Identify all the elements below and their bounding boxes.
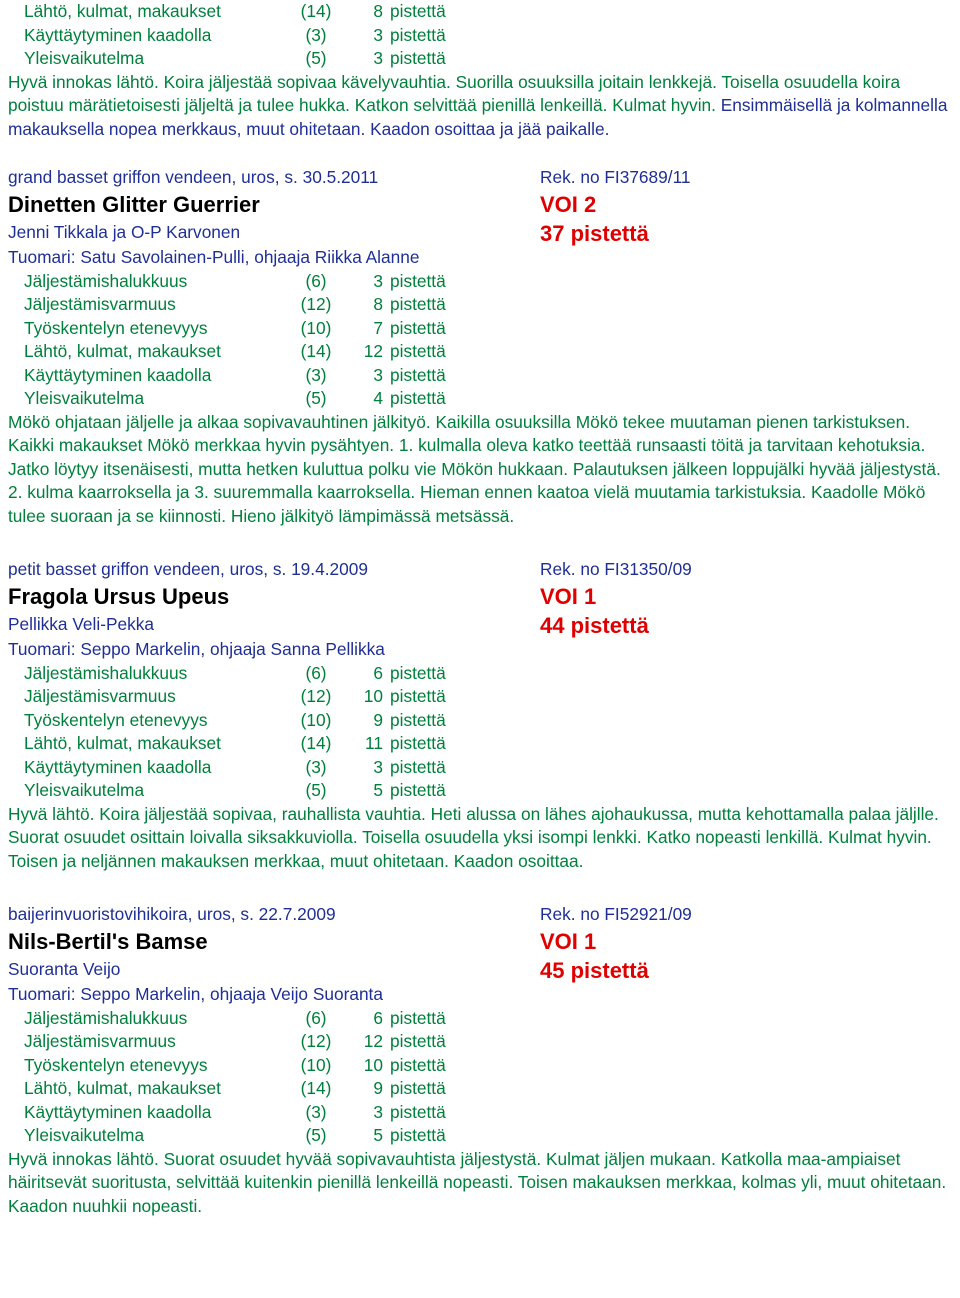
breed-line: petit basset griffon vendeen, uros, s. 19.4.2009 bbox=[8, 559, 368, 579]
score-max: (6) bbox=[305, 662, 327, 683]
score-unit: pistettä bbox=[390, 317, 446, 338]
award: VOI 1 bbox=[540, 929, 597, 954]
score-max: (6) bbox=[305, 270, 327, 291]
score-points: 10 bbox=[363, 686, 383, 706]
score-row bbox=[8, 364, 948, 388]
score-row bbox=[8, 1101, 948, 1125]
score-row bbox=[8, 1077, 948, 1101]
score-row bbox=[8, 1054, 948, 1078]
owner: Pellikka Veli-Pekka bbox=[8, 614, 154, 634]
score-row bbox=[8, 387, 948, 411]
score-row bbox=[8, 24, 948, 48]
breed-line: baijerinvuoristovihikoira, uros, s. 22.7.2009 bbox=[8, 904, 336, 924]
dog-name: Dinetten Glitter Guerrier bbox=[8, 192, 260, 217]
score-unit: pistettä bbox=[390, 1031, 446, 1051]
document-page bbox=[8, 0, 948, 1218]
score-max: (5) bbox=[305, 1125, 327, 1145]
score-max: (5) bbox=[305, 388, 327, 408]
score-criterion: Yleisvaikutelma bbox=[24, 1125, 145, 1145]
entry-name-row bbox=[8, 191, 948, 219]
score-row bbox=[8, 756, 948, 780]
score-max: (14) bbox=[300, 733, 332, 753]
score-unit: pistettä bbox=[390, 709, 446, 730]
judge-comment: Mökö ohjataan jäljelle ja alkaa sopivavauhtinen jälkityö. Kaikilla osuuksilla Mökö tekee muutaman pienen tarkistuksen. Kaikki makaukset Mökö merkkaa hyvin pysähtyen. 1. kulmalla oleva katko teettää runsaasti töitä ja tarvitaan kehotuksia. Jatko löytyy itsenäisesti, mutta hetken kuluttua polku vie Mökön hukkaan. Palautuksen jälkeen loppujälki hyvää jäljestystä. 2. kulma kaarroksella ja 3. suuremmalla kaarroksella. Hieman ennen kaatoa vielä muutamia tarkistuksia. Kaadolle Mökö tulee suoraan ja se kiinnosti. Hieno jälkityö lämpimässä metsässä. bbox=[8, 411, 941, 526]
score-points: 12 bbox=[363, 341, 383, 361]
score-row bbox=[8, 317, 948, 341]
score-row bbox=[8, 662, 948, 686]
score-points: 9 bbox=[373, 1078, 383, 1098]
score-max: (12) bbox=[300, 686, 332, 706]
previous-entry-comment bbox=[8, 71, 948, 142]
score-criterion: Jäljestämishalukkuus bbox=[24, 1007, 188, 1028]
score-criterion: Jäljestämisvarmuus bbox=[24, 294, 176, 314]
judge-line: Tuomari: Satu Savolainen-Pulli, ohjaaja Riikka Alanne bbox=[8, 247, 420, 267]
score-max: (14) bbox=[300, 341, 332, 361]
breed-line: grand basset griffon vendeen, uros, s. 30.5.2011 bbox=[8, 167, 379, 187]
score-row bbox=[8, 293, 948, 317]
total-score: 37 pistettä bbox=[540, 221, 649, 246]
score-criterion: Käyttäytyminen kaadolla bbox=[24, 756, 212, 777]
score-points: 3 bbox=[373, 756, 383, 777]
registration-number: Rek. no FI52921/09 bbox=[540, 904, 692, 924]
entry-header bbox=[8, 901, 948, 928]
entry-owner-row bbox=[8, 219, 948, 246]
score-max: (5) bbox=[305, 780, 327, 800]
score-unit: pistettä bbox=[390, 686, 446, 706]
dog-name: Fragola Ursus Upeus bbox=[8, 584, 230, 609]
dog-name: Nils-Bertil's Bamse bbox=[8, 929, 208, 954]
score-row bbox=[8, 1030, 948, 1054]
score-max: (14) bbox=[300, 1, 332, 21]
score-unit: pistettä bbox=[390, 756, 446, 777]
score-points: 8 bbox=[373, 1, 383, 21]
score-criterion: Jäljestämisvarmuus bbox=[24, 1031, 176, 1051]
score-row bbox=[8, 270, 948, 294]
score-max: (10) bbox=[300, 709, 332, 730]
score-max: (3) bbox=[305, 364, 327, 385]
score-points: 10 bbox=[363, 1054, 383, 1075]
score-max: (10) bbox=[300, 317, 332, 338]
score-points: 5 bbox=[373, 1125, 383, 1145]
score-unit: pistettä bbox=[390, 780, 446, 800]
entry-header bbox=[8, 556, 948, 583]
score-points: 7 bbox=[373, 317, 383, 338]
score-criterion: Jäljestämisvarmuus bbox=[24, 686, 176, 706]
score-max: (3) bbox=[305, 756, 327, 777]
score-row bbox=[8, 685, 948, 709]
score-unit: pistettä bbox=[390, 270, 446, 291]
score-unit: pistettä bbox=[390, 1078, 446, 1098]
total-score: 44 pistettä bbox=[540, 613, 649, 638]
score-row bbox=[8, 709, 948, 733]
score-criterion: Lähtö, kulmat, makaukset bbox=[24, 1, 221, 21]
score-criterion: Työskentelyn etenevyys bbox=[24, 709, 208, 730]
score-unit: pistettä bbox=[390, 48, 446, 68]
score-row bbox=[8, 340, 948, 364]
score-criterion: Käyttäytyminen kaadolla bbox=[24, 364, 212, 385]
total-score: 45 pistettä bbox=[540, 958, 649, 983]
score-table bbox=[8, 662, 948, 803]
score-unit: pistettä bbox=[390, 662, 446, 683]
score-table bbox=[8, 1007, 948, 1148]
judge-comment: Hyvä lähtö. Koira jäljestää sopivaa, rauhallista vauhtia. Heti alussa on lähes ajohaukussa, mutta kehottamalla palaa jäljlle. Suorat osuudet osittain loivalla siksakkuviolla. Toisella osuudella yksi isompi lenkki. Katko nopeasti lenkillä. Kulmat hyvin. Toisen ja neljännen makauksen merkkaa, muut ohitetaan. Kaadon osoittaa. bbox=[8, 803, 939, 871]
score-row bbox=[8, 47, 948, 71]
score-max: (14) bbox=[300, 1078, 332, 1098]
comment-text: Hyvä innokas lähtö. Koira jäljestää sopivaa kävelyvauhtia. Suorilla osuuksilla joitain lenkkejä. Toisella osuudella koira poistuu märätietoisesti jäljeltä ja tulee hukka. Katkon selvittää pienillä lenkeillä. Kulmat hyvin. bbox=[8, 71, 901, 115]
score-points: 3 bbox=[373, 48, 383, 68]
score-max: (10) bbox=[300, 1054, 332, 1075]
score-unit: pistettä bbox=[390, 1101, 446, 1122]
score-points: 3 bbox=[373, 270, 383, 291]
score-points: 6 bbox=[373, 1007, 383, 1028]
award: VOI 2 bbox=[540, 192, 597, 217]
score-criterion: Käyttäytyminen kaadolla bbox=[24, 24, 212, 45]
score-max: (3) bbox=[305, 24, 327, 45]
score-max: (12) bbox=[300, 1031, 332, 1051]
score-criterion: Työskentelyn etenevyys bbox=[24, 1054, 208, 1075]
score-max: (3) bbox=[305, 1101, 327, 1122]
score-points: 9 bbox=[373, 709, 383, 730]
score-row bbox=[8, 779, 948, 803]
score-row bbox=[8, 1124, 948, 1148]
score-row bbox=[8, 1007, 948, 1031]
score-unit: pistettä bbox=[390, 733, 446, 753]
entry-name-row bbox=[8, 928, 948, 956]
entry-owner-row bbox=[8, 956, 948, 983]
judge-line: Tuomari: Seppo Markelin, ohjaaja Veijo Suoranta bbox=[8, 984, 383, 1004]
entry bbox=[8, 556, 948, 873]
score-unit: pistettä bbox=[390, 388, 446, 408]
score-max: (5) bbox=[305, 48, 327, 68]
score-criterion: Lähtö, kulmat, makaukset bbox=[24, 733, 221, 753]
score-unit: pistettä bbox=[390, 1, 446, 21]
score-unit: pistettä bbox=[390, 1054, 446, 1075]
score-criterion: Lähtö, kulmat, makaukset bbox=[24, 1078, 221, 1098]
score-criterion: Yleisvaikutelma bbox=[24, 48, 145, 68]
score-criterion: Jäljestämishalukkuus bbox=[24, 270, 188, 291]
registration-number: Rek. no FI31350/09 bbox=[540, 559, 692, 579]
score-row bbox=[8, 732, 948, 756]
award: VOI 1 bbox=[540, 584, 597, 609]
owner: Jenni Tikkala ja O-P Karvonen bbox=[8, 222, 241, 242]
entry bbox=[8, 164, 948, 528]
score-table bbox=[8, 270, 948, 411]
judge-comment: Hyvä innokas lähtö. Suorat osuudet hyvää sopivavauhtista jäljestystä. Kulmat jäljen mukaan. Katkolla maa-ampiaiset häiritsevät suoritusta, selvittää kuitenkin pienillä lenkeillä nopeasti. Toisen makauksen merkkaa, kolmas yli, muut ohitetaan. Kaadon nuuhkii nopeasti. bbox=[8, 1148, 947, 1216]
score-criterion: Työskentelyn etenevyys bbox=[24, 317, 208, 338]
score-points: 12 bbox=[363, 1031, 383, 1051]
score-criterion: Käyttäytyminen kaadolla bbox=[24, 1101, 212, 1122]
score-row bbox=[8, 0, 948, 24]
score-unit: pistettä bbox=[390, 294, 446, 314]
registration-number: Rek. no FI37689/11 bbox=[540, 167, 691, 187]
entry-owner-row bbox=[8, 611, 948, 638]
score-points: 5 bbox=[373, 780, 383, 800]
owner: Suoranta Veijo bbox=[8, 959, 121, 979]
score-unit: pistettä bbox=[390, 1007, 446, 1028]
score-criterion: Jäljestämishalukkuus bbox=[24, 662, 188, 683]
score-unit: pistettä bbox=[390, 364, 446, 385]
score-points: 3 bbox=[373, 1101, 383, 1122]
comment-text: Ensimmäisellä ja kolmannella makauksella nopea merkkaus, muut ohitetaan. Kaadon osoittaa ja jää paikalle. bbox=[8, 95, 948, 139]
score-unit: pistettä bbox=[390, 1125, 446, 1145]
score-criterion: Yleisvaikutelma bbox=[24, 388, 145, 408]
score-unit: pistettä bbox=[390, 24, 446, 45]
score-points: 6 bbox=[373, 662, 383, 683]
judge-line: Tuomari: Seppo Markelin, ohjaaja Sanna Pellikka bbox=[8, 639, 385, 659]
entry-name-row bbox=[8, 583, 948, 611]
score-criterion: Lähtö, kulmat, makaukset bbox=[24, 341, 221, 361]
score-points: 11 bbox=[365, 733, 383, 753]
score-points: 3 bbox=[373, 364, 383, 385]
score-criterion: Yleisvaikutelma bbox=[24, 780, 145, 800]
score-points: 4 bbox=[373, 388, 383, 408]
entry-header bbox=[8, 164, 948, 191]
previous-entry-scores bbox=[8, 0, 948, 71]
score-points: 8 bbox=[373, 294, 383, 314]
score-max: (6) bbox=[305, 1007, 327, 1028]
entry bbox=[8, 901, 948, 1218]
score-unit: pistettä bbox=[390, 341, 446, 361]
score-points: 3 bbox=[373, 24, 383, 45]
score-max: (12) bbox=[300, 294, 332, 314]
